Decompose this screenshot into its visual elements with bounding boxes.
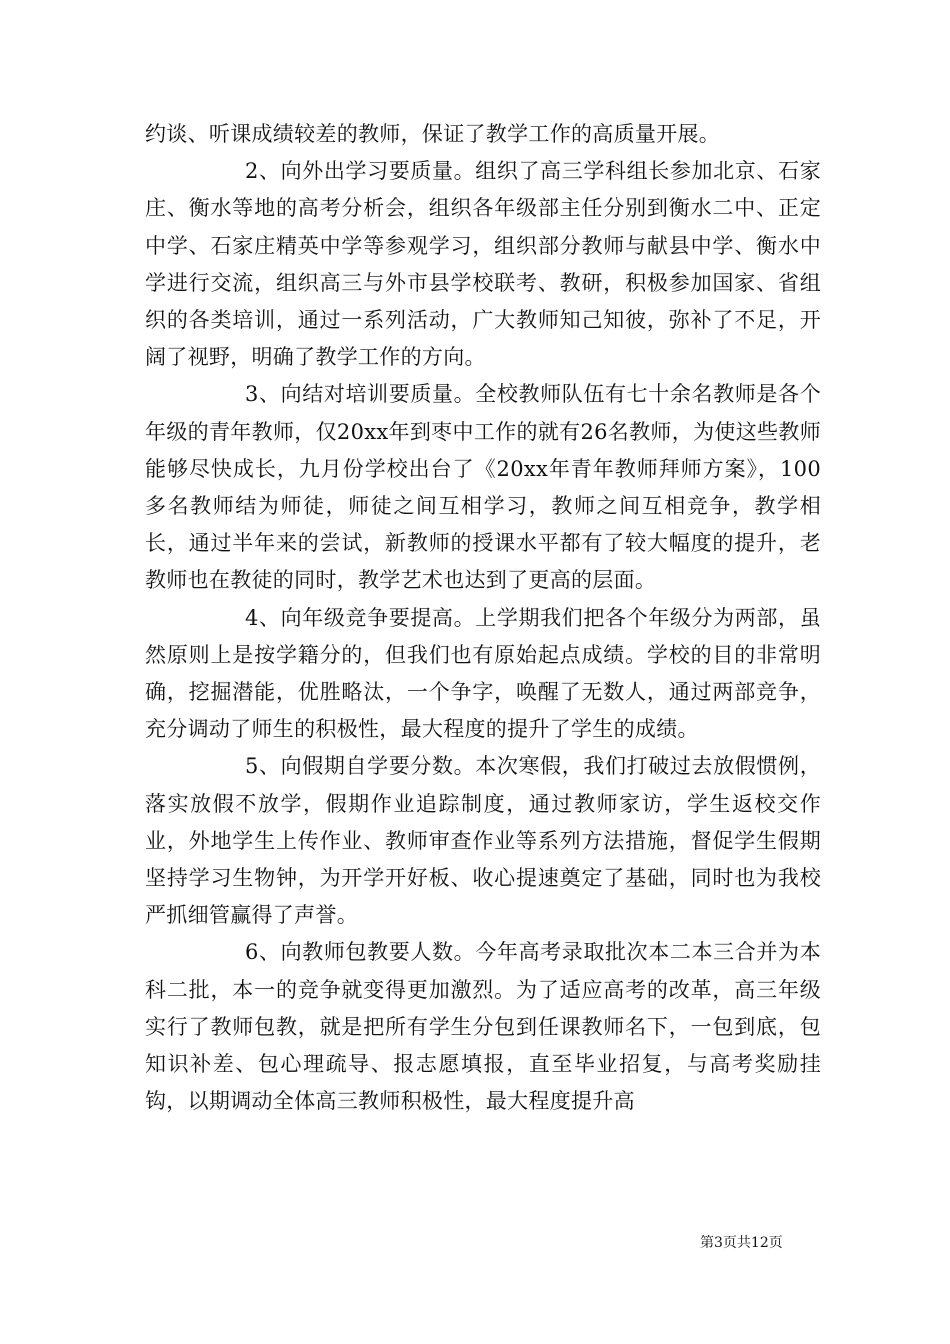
paragraph-item-3: 3、向结对培训要质量。全校教师队伍有七十余名教师是各个年级的青年教师，仅20xx年到枣中工作的就有26名教师，为使这些教师能够尽快成长，九月份学校出台了《20xx年青年教师拜师方案》，100多名教师结为师徒，师徒之间互相学习，教师之间互相竞争，教学相长，通过半年来的尝试，新教师的授课水平都有了较大幅度的提升，老教师也在教徒的同时，教学艺术也达到了更高的层面。: [145, 382, 821, 593]
paragraph-item-6: 6、向教师包教要人数。今年高考录取批次本二本三合并为本科二批，本一的竞争就变得更加激烈。为了适应高考的改革，高三年级实行了教师包教，就是把所有学生分包到任课教师名下，一包到底，包知识补差、包心理疏导、报志愿填报，直至毕业招复，与高考奖励挂钩，以期调动全体高三教师积极性，最大程度提升高: [145, 940, 821, 1114]
page-number-footer: 第3页共12页: [700, 1235, 783, 1251]
paragraph-item-2: 2、向外出学习要质量。组织了高三学科组长参加北京、石家庄、衡水等地的高考分析会，组织各年级部主任分别到衡水二中、正定中学、石家庄精英中学等参观学习，组织部分教师与献县中学、衡水中学进行交流，组织高三与外市县学校联考、教研，积极参加国家、省组织的各类培训，通过一系列活动，广大教师知己知彼，弥补了不足，开阔了视野，明确了教学工作的方向。: [145, 159, 821, 370]
paragraph-continuation: 约谈、听课成绩较差的教师，保证了教学工作的高质量开展。: [145, 122, 721, 146]
paragraph-item-4: 4、向年级竞争要提高。上学期我们把各个年级分为两部，虽然原则上是按学籍分的，但我们也有原始起点成绩。学校的目的非常明确，挖掘潜能，优胜略汰，一个争字，唤醒了无数人，通过两部竞争，充分调动了师生的积极性，最大程度的提升了学生的成绩。: [145, 605, 821, 742]
document-body: [145, 116, 821, 1120]
paragraph-item-5: 5、向假期自学要分数。本次寒假，我们打破过去放假惯例，落实放假不放学，假期作业追踪制度，通过教师家访，学生返校交作业，外地学生上传作业、教师审查作业等系列方法措施，督促学生假期坚持学习生物钟，为开学开好板、收心提速奠定了基础，同时也为我校严抓细管赢得了声誉。: [145, 754, 821, 928]
